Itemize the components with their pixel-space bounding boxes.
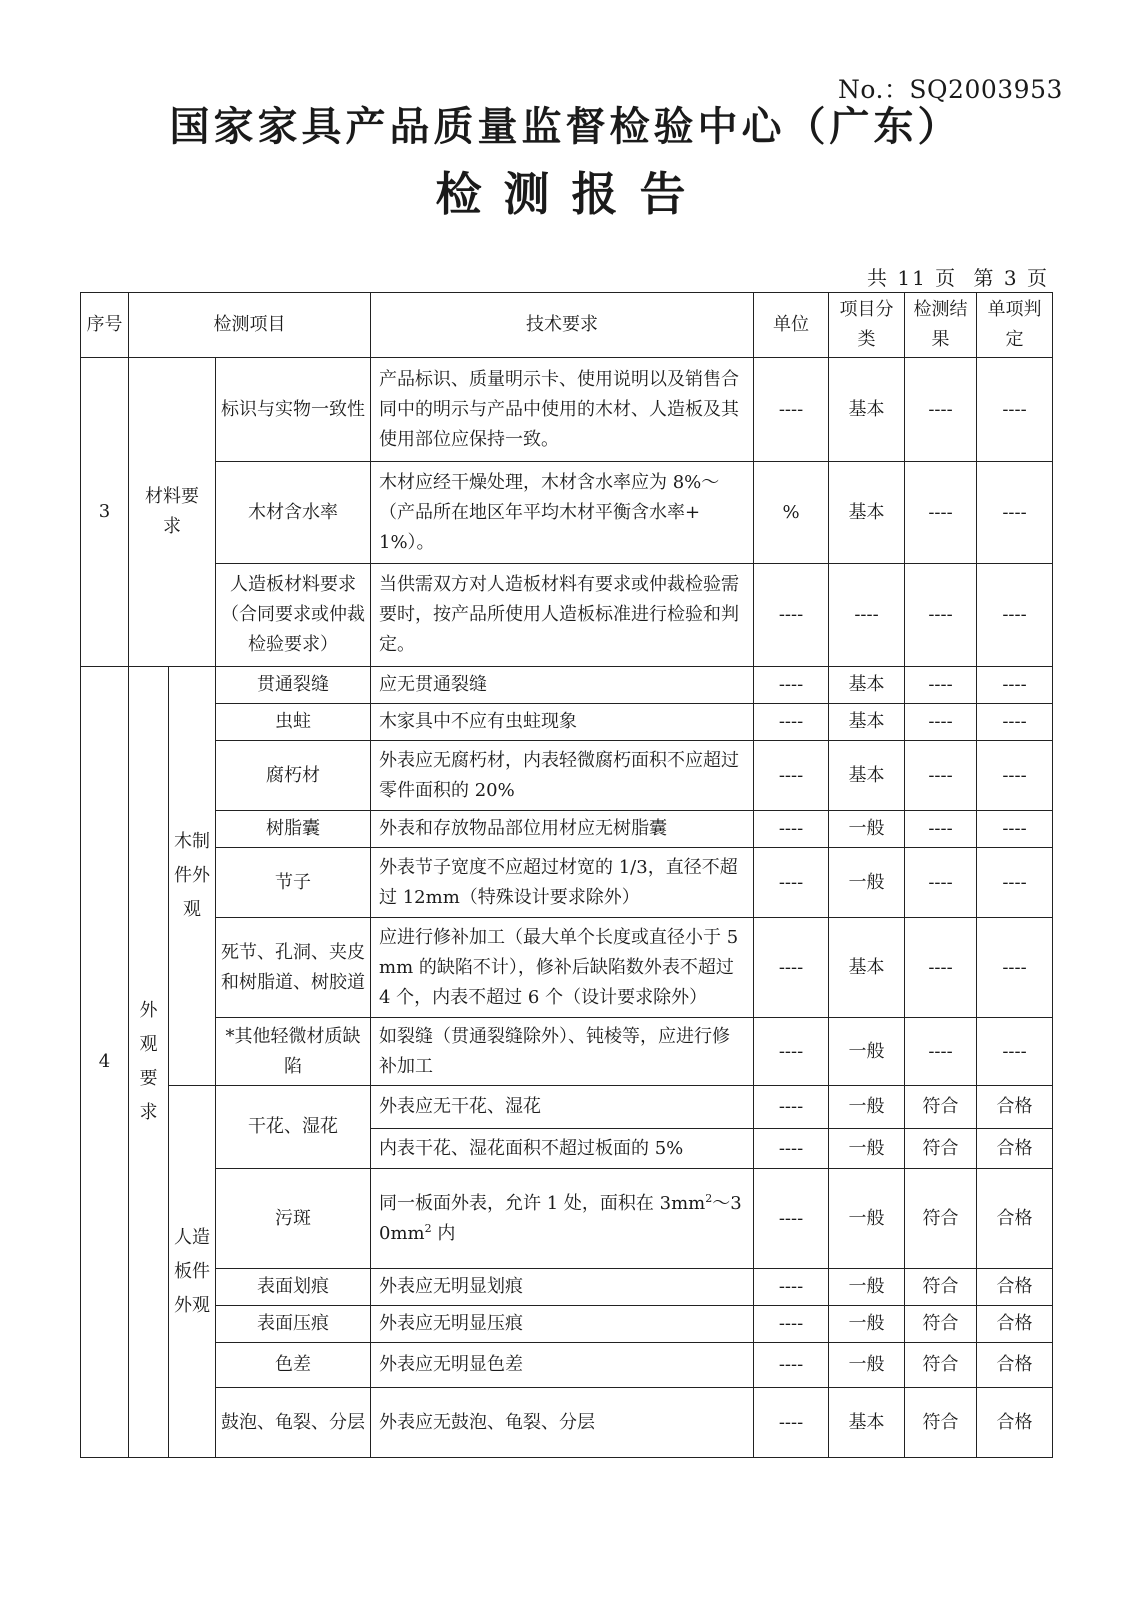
page-total: 共 11 页 [867,266,958,290]
unit-cell: ---- [754,564,829,667]
item-cell: 虫蛀 [216,704,371,741]
table-row [81,462,1053,564]
result-cell: 符合 [905,1129,977,1169]
category-cell: 一般 [829,1086,905,1129]
category-cell: 基本 [829,462,905,564]
header-unit: 单位 [754,293,829,358]
category-cell: ---- [829,564,905,667]
requirement-cell: 产品标识、质量明示卡、使用说明以及销售合同中的明示与产品中使用的木材、人造板及其使用部位应保持一致。 [371,358,754,462]
table-row [81,1169,1053,1269]
judgement-cell: ---- [977,1018,1053,1086]
requirement-cell: 内表干花、湿花面积不超过板面的 5% [371,1129,754,1169]
category-cell: 基本 [829,358,905,462]
result-cell: 符合 [905,1169,977,1269]
stain-req-part-a: 同一板面外表，允许 1 处，面积在 3mm [379,1192,706,1214]
report-number: No.：SQ2003953 [838,75,1063,104]
unit-cell: ---- [754,1269,829,1306]
requirement-cell: 外表应无鼓泡、龟裂、分层 [371,1388,754,1458]
table-row [81,848,1053,918]
requirement-cell: 木家具中不应有虫蛀现象 [371,704,754,741]
subgroup-name-cell: 木制件外观 [169,667,216,1086]
item-cell: 标识与实物一致性 [216,358,371,462]
stain-req-part-b: ～30mm [379,1192,742,1244]
item-cell: 人造板材料要求（合同要求或仲裁检验要求） [216,564,371,667]
judgement-cell: 合格 [977,1388,1053,1458]
result-cell: ---- [905,462,977,564]
requirement-cell [371,1169,754,1269]
table-row [81,741,1053,811]
table-row [81,564,1053,667]
requirement-cell: 应无贯通裂缝 [371,667,754,704]
header-result: 检测结果 [905,293,977,358]
unit-cell: ---- [754,1018,829,1086]
judgement-cell: 合格 [977,1129,1053,1169]
table-row [81,704,1053,741]
table-row [81,358,1053,462]
item-cell: 色差 [216,1343,371,1388]
category-cell: 一般 [829,1169,905,1269]
seq-cell: 4 [81,667,129,1458]
table-header-row [81,293,1053,358]
item-cell: *其他轻微材质缺陷 [216,1018,371,1086]
table-row [81,918,1053,1018]
table-row [81,1343,1053,1388]
judgement-cell: ---- [977,848,1053,918]
result-cell: ---- [905,848,977,918]
result-cell: 符合 [905,1269,977,1306]
unit-cell: ---- [754,1086,829,1129]
judgement-cell: ---- [977,741,1053,811]
result-cell: ---- [905,358,977,462]
result-cell: 符合 [905,1388,977,1458]
judgement-cell: ---- [977,667,1053,704]
stain-req-part-c: 内 [431,1222,456,1244]
judgement-cell: ---- [977,811,1053,848]
stain-req-superscript: 2 [424,1221,432,1235]
requirement-cell: 外表应无明显色差 [371,1343,754,1388]
item-cell: 腐朽材 [216,741,371,811]
subgroup-name-cell: 人造板件外观 [169,1086,216,1458]
header-judgement: 单项判定 [977,293,1053,358]
table-row [81,1086,1053,1129]
category-cell: 基本 [829,667,905,704]
item-cell: 树脂囊 [216,811,371,848]
unit-cell: ---- [754,1169,829,1269]
item-cell: 木材含水率 [216,462,371,564]
unit-cell: ---- [754,741,829,811]
group-name-cell: 外观要求 [129,667,169,1458]
judgement-cell: 合格 [977,1343,1053,1388]
item-cell: 干花、湿花 [216,1086,371,1169]
requirement-cell: 外表应无明显压痕 [371,1306,754,1343]
result-cell: ---- [905,667,977,704]
document-title: 检测报告 [435,167,708,221]
category-cell: 一般 [829,1343,905,1388]
result-cell: ---- [905,741,977,811]
item-cell: 贯通裂缝 [216,667,371,704]
category-cell: 一般 [829,1129,905,1169]
item-cell: 死节、孔洞、夹皮和树脂道、树胶道 [216,918,371,1018]
judgement-cell: ---- [977,704,1053,741]
page-current: 第 3 页 [973,266,1049,290]
group-name-cell: 材料要求 [129,358,216,667]
judgement-cell: ---- [977,462,1053,564]
result-cell: ---- [905,704,977,741]
page-indicator [863,262,1053,291]
table-row [81,1306,1053,1343]
table-row [81,1269,1053,1306]
table-row [81,1018,1053,1086]
organization-title: 国家家具产品质量监督检验中心（广东） [169,103,962,150]
unit-cell: ---- [754,1306,829,1343]
requirement-cell: 外表应无干花、湿花 [371,1086,754,1129]
seq-cell: 3 [81,358,129,667]
category-cell: 一般 [829,1269,905,1306]
requirement-cell: 外表应无明显划痕 [371,1269,754,1306]
unit-cell: % [754,462,829,564]
judgement-cell: ---- [977,564,1053,667]
category-cell: 基本 [829,741,905,811]
result-cell: 符合 [905,1306,977,1343]
item-cell: 节子 [216,848,371,918]
judgement-cell: 合格 [977,1169,1053,1269]
result-cell: 符合 [905,1086,977,1129]
category-cell: 一般 [829,1306,905,1343]
table-row [81,1388,1053,1458]
judgement-cell: 合格 [977,1306,1053,1343]
item-cell: 表面压痕 [216,1306,371,1343]
result-cell: ---- [905,811,977,848]
item-cell: 污斑 [216,1169,371,1269]
result-cell: 符合 [905,1343,977,1388]
category-cell: 基本 [829,704,905,741]
requirement-cell: 外表应无腐朽材，内表轻微腐朽面积不应超过零件面积的 20% [371,741,754,811]
judgement-cell: ---- [977,918,1053,1018]
header-seq: 序号 [81,293,129,358]
unit-cell: ---- [754,704,829,741]
unit-cell: ---- [754,667,829,704]
unit-cell: ---- [754,358,829,462]
requirement-cell: 当供需双方对人造板材料有要求或仲裁检验需要时，按产品所使用人造板标准进行检验和判定。 [371,564,754,667]
stain-req-superscript: 2 [705,1191,713,1205]
inspection-table [80,292,1053,1458]
category-cell: 基本 [829,1388,905,1458]
judgement-cell: 合格 [977,1269,1053,1306]
unit-cell: ---- [754,918,829,1018]
requirement-cell: 木材应经干燥处理，木材含水率应为 8%～（产品所在地区年平均木材平衡含水率+1%）。 [371,462,754,564]
table-row [81,811,1053,848]
category-cell: 一般 [829,811,905,848]
item-cell: 鼓泡、龟裂、分层 [216,1388,371,1458]
header-item: 检测项目 [129,293,371,358]
category-cell: 一般 [829,848,905,918]
requirement-cell: 应进行修补加工（最大单个长度或直径小于 5mm 的缺陷不计），修补后缺陷数外表不超过 4 个，内表不超过 6 个（设计要求除外） [371,918,754,1018]
unit-cell: ---- [754,811,829,848]
result-cell: ---- [905,918,977,1018]
category-cell: 一般 [829,1018,905,1086]
result-cell: ---- [905,564,977,667]
requirement-cell: 外表和存放物品部位用材应无树脂囊 [371,811,754,848]
category-cell: 基本 [829,918,905,1018]
requirement-cell: 如裂缝（贯通裂缝除外）、钝棱等，应进行修补加工 [371,1018,754,1086]
unit-cell: ---- [754,1388,829,1458]
unit-cell: ---- [754,1343,829,1388]
unit-cell: ---- [754,848,829,918]
unit-cell: ---- [754,1129,829,1169]
judgement-cell: 合格 [977,1086,1053,1129]
judgement-cell: ---- [977,358,1053,462]
table-row [81,667,1053,704]
header-requirement: 技术要求 [371,293,754,358]
result-cell: ---- [905,1018,977,1086]
header-category: 项目分类 [829,293,905,358]
item-cell: 表面划痕 [216,1269,371,1306]
requirement-cell: 外表节子宽度不应超过材宽的 1/3，直径不超过 12mm（特殊设计要求除外） [371,848,754,918]
